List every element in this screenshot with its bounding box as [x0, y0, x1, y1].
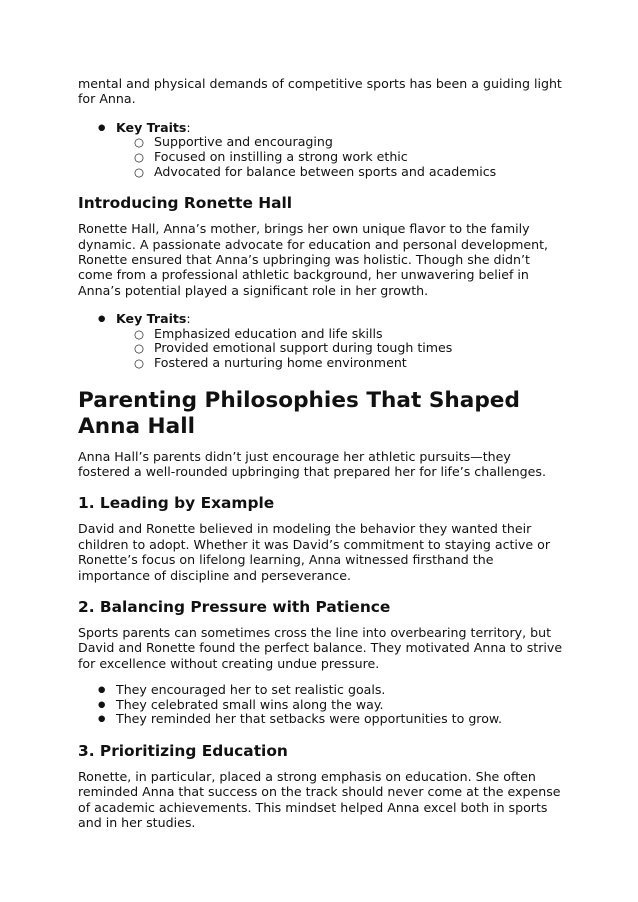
intro-paragraph: mental and physical demands of competitive sports has been a guiding light for Anna.: [78, 76, 562, 107]
ronette-traits-colon: :: [186, 311, 191, 327]
document-body: [78, 76, 564, 831]
david-trait: ○ Supportive and encouraging: [116, 135, 564, 150]
section-2-paragraph: Sports parents can sometimes cross the line into overbearing territory, but David and Ronette found the perfect balance. They motivated Anna to strive for excellence without creating undue pressure.: [78, 625, 563, 671]
david-traits-label: Key Traits: [116, 119, 187, 135]
section-2-heading: 2. Balancing Pressure with Patience: [78, 598, 391, 617]
david-traits-list: [78, 121, 564, 179]
section-2-bullet: ● They encouraged her to set realistic goals.: [78, 683, 564, 698]
ronette-traits-item: [78, 312, 564, 370]
section-1-heading: 1. Leading by Example: [78, 494, 275, 513]
ronette-paragraph: Ronette Hall, Anna’s mother, brings her own unique flavor to the family dynamic. A passionate advocate for education and personal development, Ronette ensured that Anna’s upbringing was holistic. Though she didn’t come from a professional athletic background, her unwavering belief in Anna’s potential played a significant role in her growth.: [78, 221, 549, 298]
section-2-bullet: ● They reminded her that setbacks were opportunities to grow.: [78, 712, 564, 727]
ronette-traits-label: Key Traits: [116, 311, 187, 327]
section-1-paragraph: David and Ronette believed in modeling the behavior they wanted their children to adopt. Whether it was David’s commitment to staying active or Ronette’s focus on lifelong learning, Anna witnessed firsthand the importance of discipline and perseverance.: [78, 521, 551, 583]
ronette-traits-list: [78, 312, 564, 370]
david-trait: ○ Advocated for balance between sports and academics: [116, 165, 564, 180]
david-trait: ○ Focused on instilling a strong work ethic: [116, 150, 564, 165]
ronette-trait: ○ Fostered a nurturing home environment: [116, 356, 564, 371]
ronette-traits-sublist: [116, 327, 564, 371]
philosophies-paragraph: Anna Hall’s parents didn’t just encourage her athletic pursuits—they fostered a well-rounded upbringing that prepared her for life’s challenges.: [78, 448, 546, 479]
section-2-bullets: [78, 683, 564, 727]
david-traits-item: [78, 121, 564, 179]
ronette-trait: ○ Provided emotional support during tough times: [116, 341, 564, 356]
ronette-trait: ○ Emphasized education and life skills: [116, 327, 564, 342]
david-traits-sublist: [116, 135, 564, 179]
section-3-heading: 3. Prioritizing Education: [78, 742, 288, 761]
section-2-bullet: ● They celebrated small wins along the way.: [78, 698, 564, 713]
philosophies-heading: Parenting Philosophies That Shaped Anna Hall: [78, 387, 520, 439]
section-3-paragraph: Ronette, in particular, placed a strong emphasis on education. She often reminded Anna that success on the track should never come at the expense of academic achievements. This mindset helped Anna excel both in sports and in her studies.: [78, 769, 561, 831]
david-traits-colon: :: [186, 119, 191, 135]
ronette-heading: Introducing Ronette Hall: [78, 194, 293, 213]
